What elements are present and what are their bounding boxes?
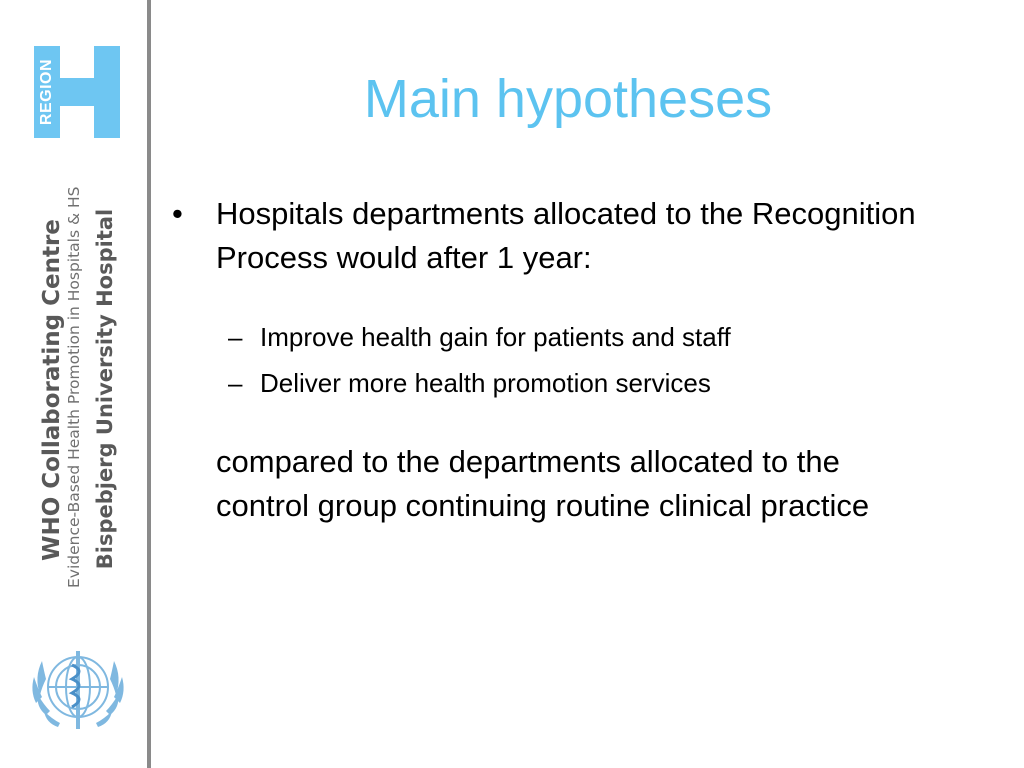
sub-bullet-text: Deliver more health promotion services — [260, 368, 711, 398]
closing-paragraph: compared to the departments allocated to the control group continuing routine clinical practice — [216, 444, 870, 523]
slide-title: Main hypotheses — [363, 69, 773, 129]
dash-icon: – — [228, 322, 243, 352]
sub-bullet-list — [172, 314, 952, 406]
main-bullet-text: Hospitals departments allocated to the Recognition Process would after 1 year: — [216, 196, 916, 275]
sub-bullet-item — [172, 360, 952, 406]
region-logo-label: REGION — [38, 58, 55, 126]
dash-icon: – — [228, 368, 243, 398]
who-emblem-icon — [26, 637, 130, 741]
sidebar-divider — [147, 0, 151, 768]
evidence-based-text: Evidence-Based Health Promotion in Hospitals & HS — [65, 186, 83, 588]
main-bullet — [172, 192, 952, 280]
sub-bullet-item — [172, 314, 952, 360]
region-logo-label-box — [34, 46, 60, 138]
sidebar — [0, 0, 148, 768]
hospital-name-text: Bispebjerg University Hospital — [93, 208, 117, 570]
who-collaborating-centre-text: WHO Collaborating Centre — [39, 219, 65, 561]
sub-bullet-text: Improve health gain for patients and staff — [260, 322, 731, 352]
slide-content — [172, 192, 952, 528]
bullet-icon: • — [172, 196, 183, 231]
